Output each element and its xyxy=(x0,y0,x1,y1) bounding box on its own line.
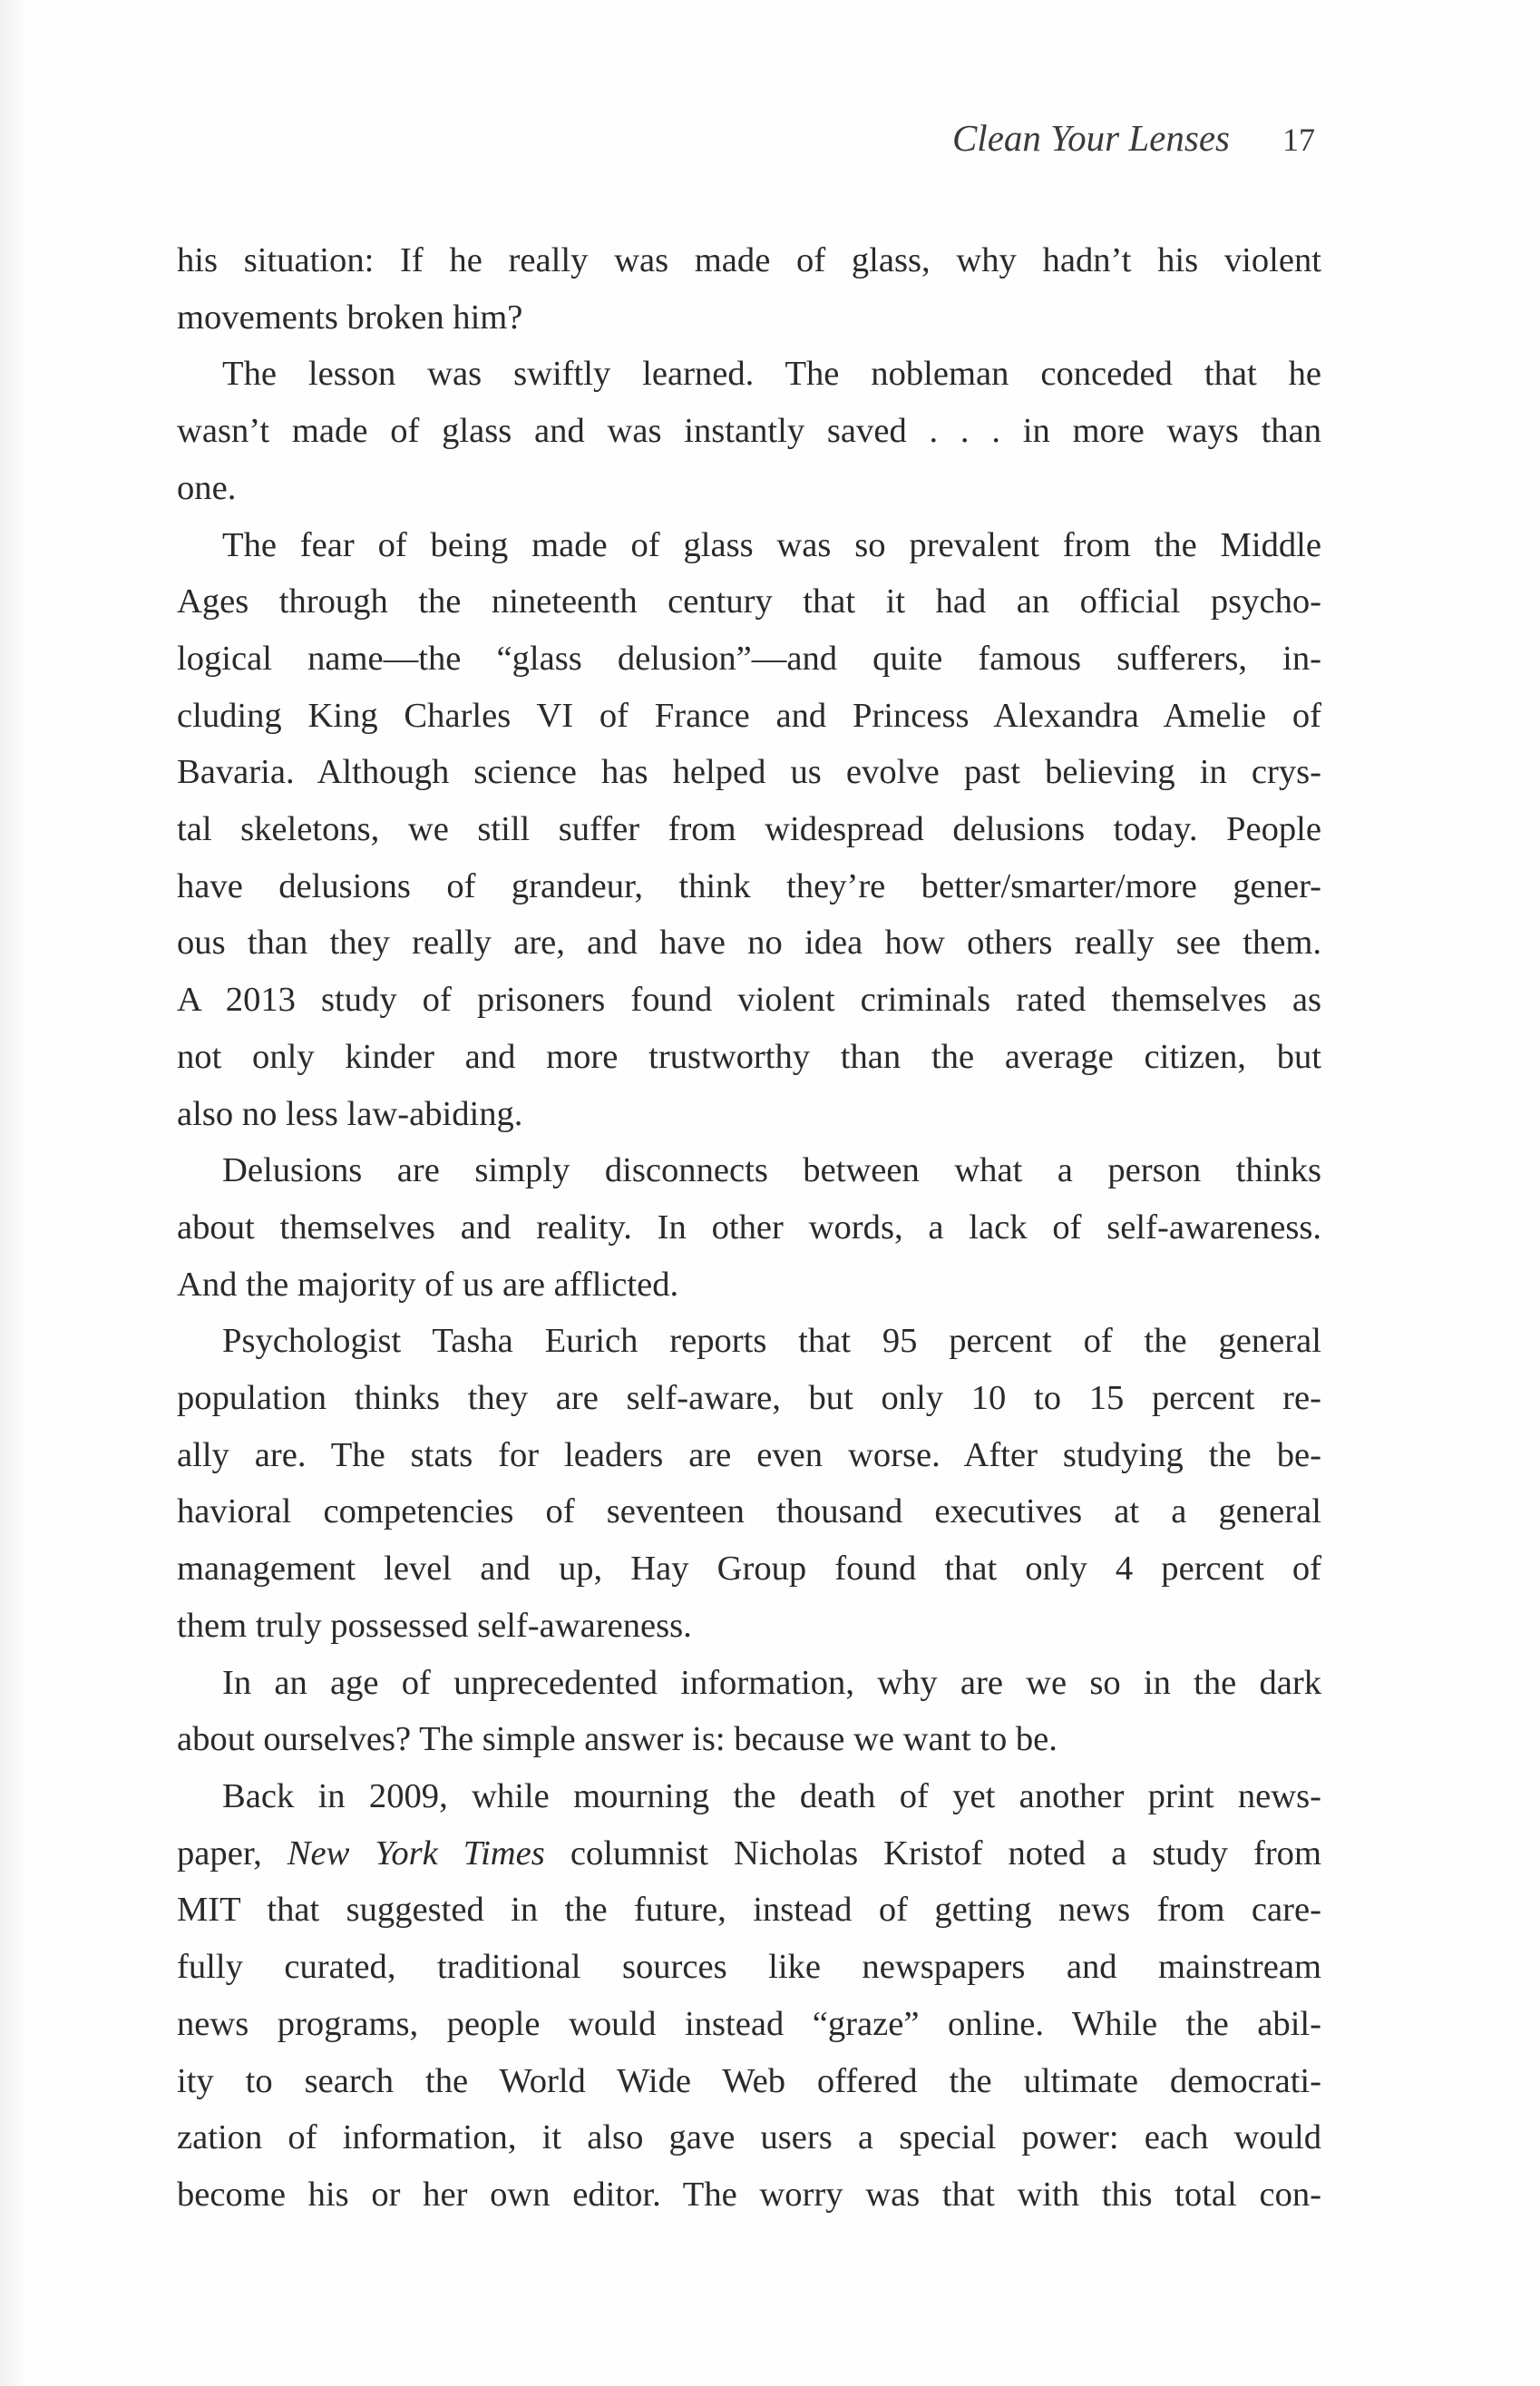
text-line: them truly possessed self-awareness. xyxy=(177,1606,692,1645)
text-line: his situation: If he really was made of glass, why hadn’t his violent xyxy=(177,241,1321,279)
page-gutter-shade xyxy=(0,0,27,2386)
text-line: about themselves and reality. In other words, a lack of self-awareness. xyxy=(177,1208,1321,1247)
text-line: Back in 2009, while mourning the death of yet another print news- xyxy=(222,1776,1321,1815)
text-line: management level and up, Hay Group found that only 4 percent of xyxy=(177,1550,1321,1589)
text-line: fully curated, traditional sources like newspapers and mainstream xyxy=(177,1948,1321,1987)
text-line: cluding King Charles VI of France and Princess Alexandra Amelie of xyxy=(177,696,1321,735)
text-line: ally are. The stats for leaders are even worse. After studying the be- xyxy=(177,1435,1321,1474)
text-line: ous than they really are, and have no idea how others really see them. xyxy=(177,924,1321,963)
text-line: wasn’t made of glass and was instantly saved . . . in more ways than xyxy=(177,412,1321,451)
text-line: The fear of being made of glass was so prevalent from the Middle xyxy=(222,525,1321,564)
text-line: not only kinder and more trustworthy than the average citizen, but xyxy=(177,1037,1321,1076)
text-line: Ages through the nineteenth century that it had an official psycho- xyxy=(177,582,1321,621)
text-line: logical name—the “glass delusion”—and quite famous sufferers, in- xyxy=(177,639,1321,678)
paragraph xyxy=(177,517,1321,1143)
text-line: A 2013 study of prisoners found violent criminals rated themselves as xyxy=(177,981,1321,1020)
body-text xyxy=(177,232,1321,2224)
text-line: movements broken him? xyxy=(177,298,523,337)
paragraph xyxy=(177,346,1321,516)
running-head xyxy=(952,116,1315,160)
text-line: population thinks they are self-aware, but only 10 to 15 percent re- xyxy=(177,1379,1321,1418)
text-line: ity to search the World Wide Web offered the ultimate democrati- xyxy=(177,2061,1321,2100)
text-line: zation of information, it also gave users a special power: each would xyxy=(177,2118,1321,2157)
paragraph xyxy=(177,1768,1321,2224)
text-line: about ourselves? The simple answer is: because we want to be. xyxy=(177,1720,1058,1759)
text-line: The lesson was swiftly learned. The nobleman conceded that he xyxy=(222,355,1321,394)
text-line: news programs, people would instead “graze” online. While the abil- xyxy=(177,2004,1321,2043)
text-line: one. xyxy=(177,468,237,507)
text-line: Delusions are simply disconnects between what a person thinks xyxy=(222,1151,1321,1190)
text-line: paper, New York Times columnist Nicholas Kristof noted a study from xyxy=(177,1834,1321,1873)
text-line: Psychologist Tasha Eurich reports that 95 percent of the general xyxy=(222,1322,1321,1361)
text-line: And the majority of us are afflicted. xyxy=(177,1265,679,1304)
paragraph xyxy=(177,1142,1321,1313)
text-line: havioral competencies of seventeen thousand executives at a general xyxy=(177,1492,1321,1531)
text-line: have delusions of grandeur, think they’re better/smarter/more gener- xyxy=(177,866,1321,905)
paragraph xyxy=(177,1313,1321,1654)
text-line: tal skeletons, we still suffer from widespread delusions today. People xyxy=(177,810,1321,849)
text-line: MIT that suggested in the future, instead of getting news from care- xyxy=(177,1891,1321,1930)
running-title: Clean Your Lenses xyxy=(951,117,1230,159)
paragraph xyxy=(177,232,1321,346)
page-number: 17 xyxy=(1282,122,1315,158)
text-line: In an age of unprecedented information, why are we so in the dark xyxy=(222,1663,1321,1702)
text-line: Bavaria. Although science has helped us evolve past believing in crys- xyxy=(177,753,1321,792)
text-line: become his or her own editor. The worry was that with this total con- xyxy=(177,2175,1321,2214)
paragraph xyxy=(177,1655,1321,1768)
text-line: also no less law-abiding. xyxy=(177,1094,523,1133)
